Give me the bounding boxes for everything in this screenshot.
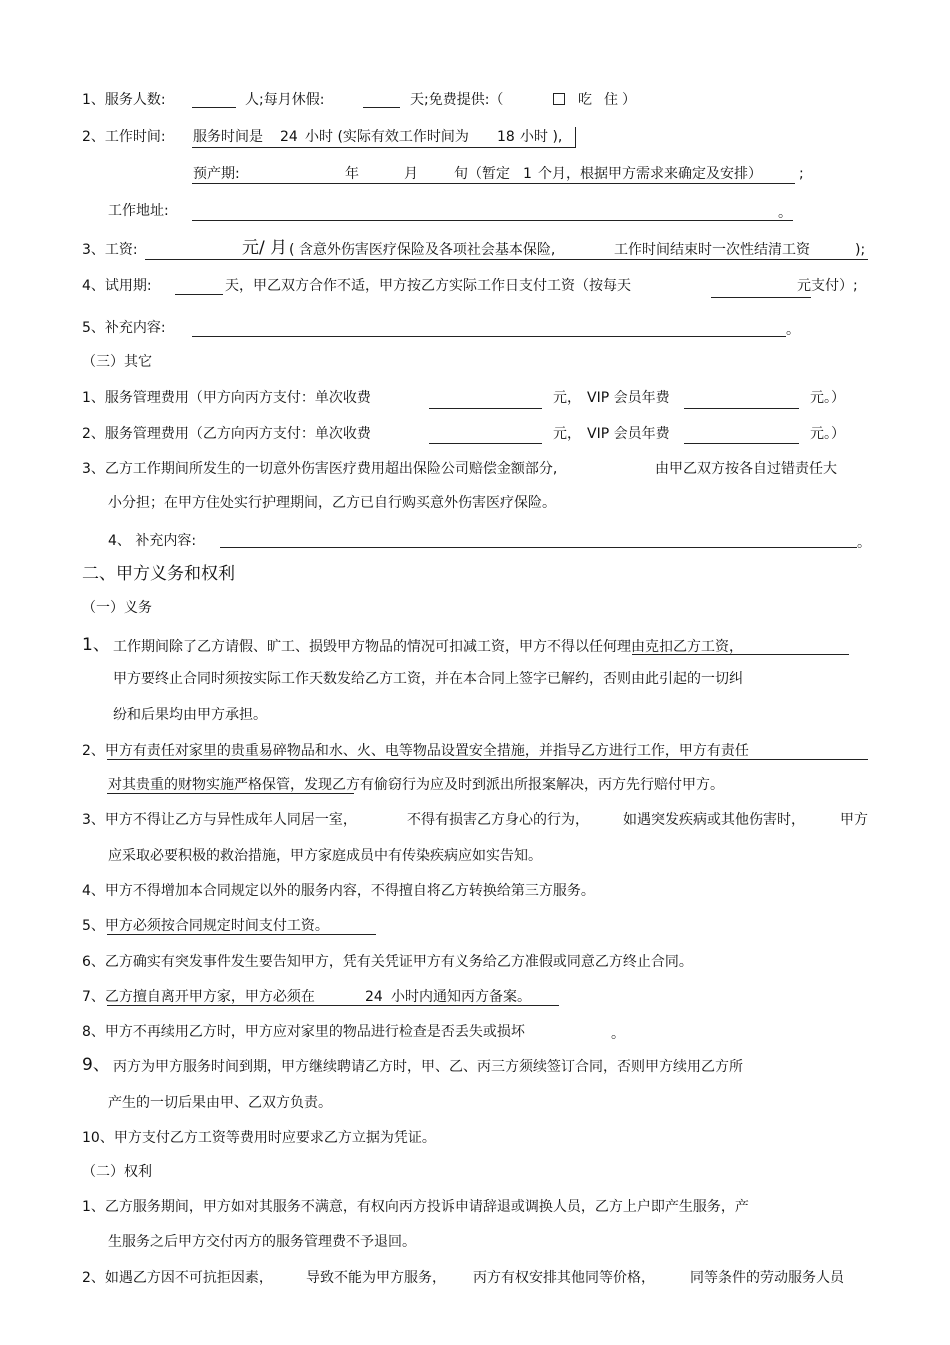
right-2-part-b: 导致不能为甲方服务， xyxy=(306,1270,446,1286)
lodging-option: 住 xyxy=(604,92,618,108)
duty-7-part-a: 7、乙方擅自离开甲方家，甲方必须在 xyxy=(82,989,315,1005)
duty-10: 10、甲方支付乙方工资等费用时应要求乙方立据为凭证。 xyxy=(82,1130,436,1146)
fee-party-b-end: 元。） xyxy=(810,426,845,442)
work-time-hours: 24 xyxy=(280,129,298,145)
supplement-label: 5、补充内容: xyxy=(82,320,166,336)
due-date-underline xyxy=(192,183,795,184)
duty-1-number: 1、 xyxy=(82,635,110,655)
right-2-part-d: 同等条件的劳动服务人员 xyxy=(690,1270,844,1286)
fee-party-a-end: 元。） xyxy=(810,390,845,406)
duty-9-number: 9、 xyxy=(82,1055,110,1075)
duty-2-line-1: 2、甲方有责任对家里的贵重易碎物品和水、火、电等物品设置安全措施，并指导乙方进行工作，甲方有责任 xyxy=(82,743,749,759)
fee-party-b-vip-blank xyxy=(684,443,799,444)
due-date-year: 年 xyxy=(345,166,359,182)
work-time-underline xyxy=(192,147,575,148)
duty-8: 8、甲方不再续用乙方时，甲方应对家里的物品进行检查是否丢失或损坏 xyxy=(82,1024,525,1040)
fee-party-b-text: 2、服务管理费用（乙方向丙方支付：单次收费 xyxy=(82,426,371,442)
duty-6: 6、乙方确实有突发事件发生要告知甲方，凭有关凭证甲方有义务给乙方准假或同意乙方终止合同。 xyxy=(82,954,693,970)
duty-8-end: 。 xyxy=(611,1026,625,1042)
probation-end: 元支付）; xyxy=(797,278,858,294)
duty-3-line-2: 应采取必要积极的救治措施，甲方家庭成员中有传染疾病应如实告知。 xyxy=(108,848,542,864)
fee-party-b-single-blank xyxy=(429,443,542,444)
insurance-clause-1b: 由甲乙双方按各自过错责任大 xyxy=(655,461,837,477)
due-date-label: 预产期: xyxy=(193,166,240,182)
other-supplement-label: 4、 补充内容: xyxy=(108,533,197,549)
work-address-end: 。 xyxy=(778,205,792,221)
due-date-end: ; xyxy=(799,166,804,182)
duty-7-part-b: 小时内通知丙方备案。 xyxy=(391,989,531,1005)
duty-1-underline xyxy=(632,654,849,655)
probation-days-blank xyxy=(175,294,223,295)
work-time-text: 服务时间是 xyxy=(193,129,263,145)
rest-days-unit: 天;免费提供:（ xyxy=(410,92,504,108)
salary-insurance-note: ( 含意外伤害医疗保险及各项社会基本保险, xyxy=(289,242,556,258)
fee-party-a-text: 1、服务管理费用（甲方向丙方支付：单次收费 xyxy=(82,390,371,406)
salary-label: 3、工资: xyxy=(82,242,138,258)
supplement-blank xyxy=(192,336,786,337)
checkbox-icon xyxy=(553,91,565,109)
probation-daily-rate-blank xyxy=(711,297,811,298)
other-supplement-blank xyxy=(220,547,857,548)
salary-underline xyxy=(240,259,868,260)
duty-9-line-2: 产生的一切后果由甲、乙双方负责。 xyxy=(108,1095,332,1111)
right-1-line-1: 1、乙方服务期间，甲方如对其服务不满意，有权向丙方投诉申请辞退或调换人员，乙方上户即产生服务，产 xyxy=(82,1199,749,1215)
duty-3-part-b: 不得有损害乙方身心的行为， xyxy=(407,812,589,828)
duty-7-hours: 24 xyxy=(365,989,383,1005)
duty-3-part-a: 3、甲方不得让乙方与异性成年人同居一室， xyxy=(82,812,357,828)
salary-end: ); xyxy=(855,242,866,258)
option-close-paren: ） xyxy=(622,92,636,108)
rights-heading: （二）权利 xyxy=(82,1164,152,1180)
salary-blank xyxy=(145,259,240,260)
duty-2-underline-2 xyxy=(107,793,354,794)
insurance-clause-2: 小分担；在甲方住处实行护理期间，乙方已自行购买意外伤害医疗保险。 xyxy=(108,495,556,511)
insurance-clause-1a: 3、乙方工作期间所发生的一切意外伤害医疗费用超出保险公司赔偿金额部分, xyxy=(82,461,558,477)
duty-9-line-1: 丙方为甲方服务时间到期，甲方继续聘请乙方时，甲、乙、丙三方须续签订合同，否则甲方续用乙方所 xyxy=(113,1059,743,1075)
duty-2-line-2: 对其贵重的财物实施严格保管，发现乙方有偷窃行为应及时到派出所报案解决，丙方先行赔付甲方。 xyxy=(108,777,724,793)
salary-settlement-note: 工作时间结束时一次性结清工资 xyxy=(614,242,810,258)
fee-party-b-vip: VIP 会员年费 xyxy=(587,426,670,442)
work-time-text-3: 小时 ), xyxy=(520,129,563,145)
probation-terms: 天，甲乙双方合作不适，甲方按乙方实际工作日支付工资（按每天 xyxy=(225,278,631,294)
right-1-line-2: 生服务之后甲方交付丙方的服务管理费不予退回。 xyxy=(108,1234,416,1250)
fee-party-a-vip: VIP 会员年费 xyxy=(587,390,670,406)
duty-1-line-1: 工作期间除了乙方请假、旷工、损毁甲方物品的情况可扣减工资，甲方不得以任何理由克扣乙方工资， xyxy=(113,639,743,655)
duty-5-underline xyxy=(107,934,376,935)
work-time-label: 2、工作时间: xyxy=(82,129,166,145)
due-date-note: 个月，根据甲方需求来确定及安排） xyxy=(538,166,762,182)
duty-3-part-d: 甲方 xyxy=(840,812,868,828)
duty-5: 5、甲方必须按合同规定时间支付工资。 xyxy=(82,918,329,934)
due-date-month: 月 xyxy=(404,166,418,182)
due-date-months: 1 xyxy=(523,166,532,182)
right-2-part-a: 2、如遇乙方因不可抗拒因素， xyxy=(82,1270,273,1286)
duty-4: 4、甲方不得增加本合同规定以外的服务内容，不得擅自将乙方转换给第三方服务。 xyxy=(82,883,595,899)
duty-1-line-3: 纷和后果均由甲方承担。 xyxy=(113,707,267,723)
other-supplement-end: 。 xyxy=(857,535,871,551)
duty-3-part-c: 如遇突发疾病或其他伤害时， xyxy=(623,812,805,828)
duty-1-line-2: 甲方要终止合同时须按实际工作天数发给乙方工资，并在本合同上签字已解约，否则由此引起的一切纠 xyxy=(113,671,743,687)
due-date-period: 旬（暂定 xyxy=(454,166,510,182)
work-time-text-2: 小时 (实际有效工作时间为 xyxy=(305,129,469,145)
rest-days-blank xyxy=(363,107,400,108)
probation-label: 4、试用期: xyxy=(82,278,152,294)
work-address-blank xyxy=(192,220,793,221)
right-2-part-c: 丙方有权安排其他同等价格， xyxy=(473,1270,655,1286)
fee-party-a-vip-blank xyxy=(684,408,799,409)
staff-count-unit: 人;每月休假: xyxy=(245,92,325,108)
fee-party-b-yuan: 元， xyxy=(553,426,581,442)
party-a-duties-rights-heading: 二、甲方义务和权利 xyxy=(82,564,235,584)
work-time-effective-hours: 18 xyxy=(497,129,515,145)
staff-count-blank xyxy=(192,107,236,108)
duties-heading: （一）义务 xyxy=(82,600,152,616)
meal-option: 吃 xyxy=(578,92,592,108)
duty-7-underline xyxy=(107,1005,559,1006)
fee-party-a-single-blank xyxy=(429,408,542,409)
duty-2-underline-1 xyxy=(107,759,868,760)
staff-count-label: 1、服务人数: xyxy=(82,92,166,108)
work-address-label: 工作地址: xyxy=(108,203,169,219)
section-other-heading: （三）其它 xyxy=(82,354,152,370)
supplement-end: 。 xyxy=(786,322,800,338)
fee-party-a-yuan: 元， xyxy=(553,390,581,406)
salary-unit: 元/ 月 xyxy=(242,238,288,258)
work-time-box-edge xyxy=(575,127,576,148)
